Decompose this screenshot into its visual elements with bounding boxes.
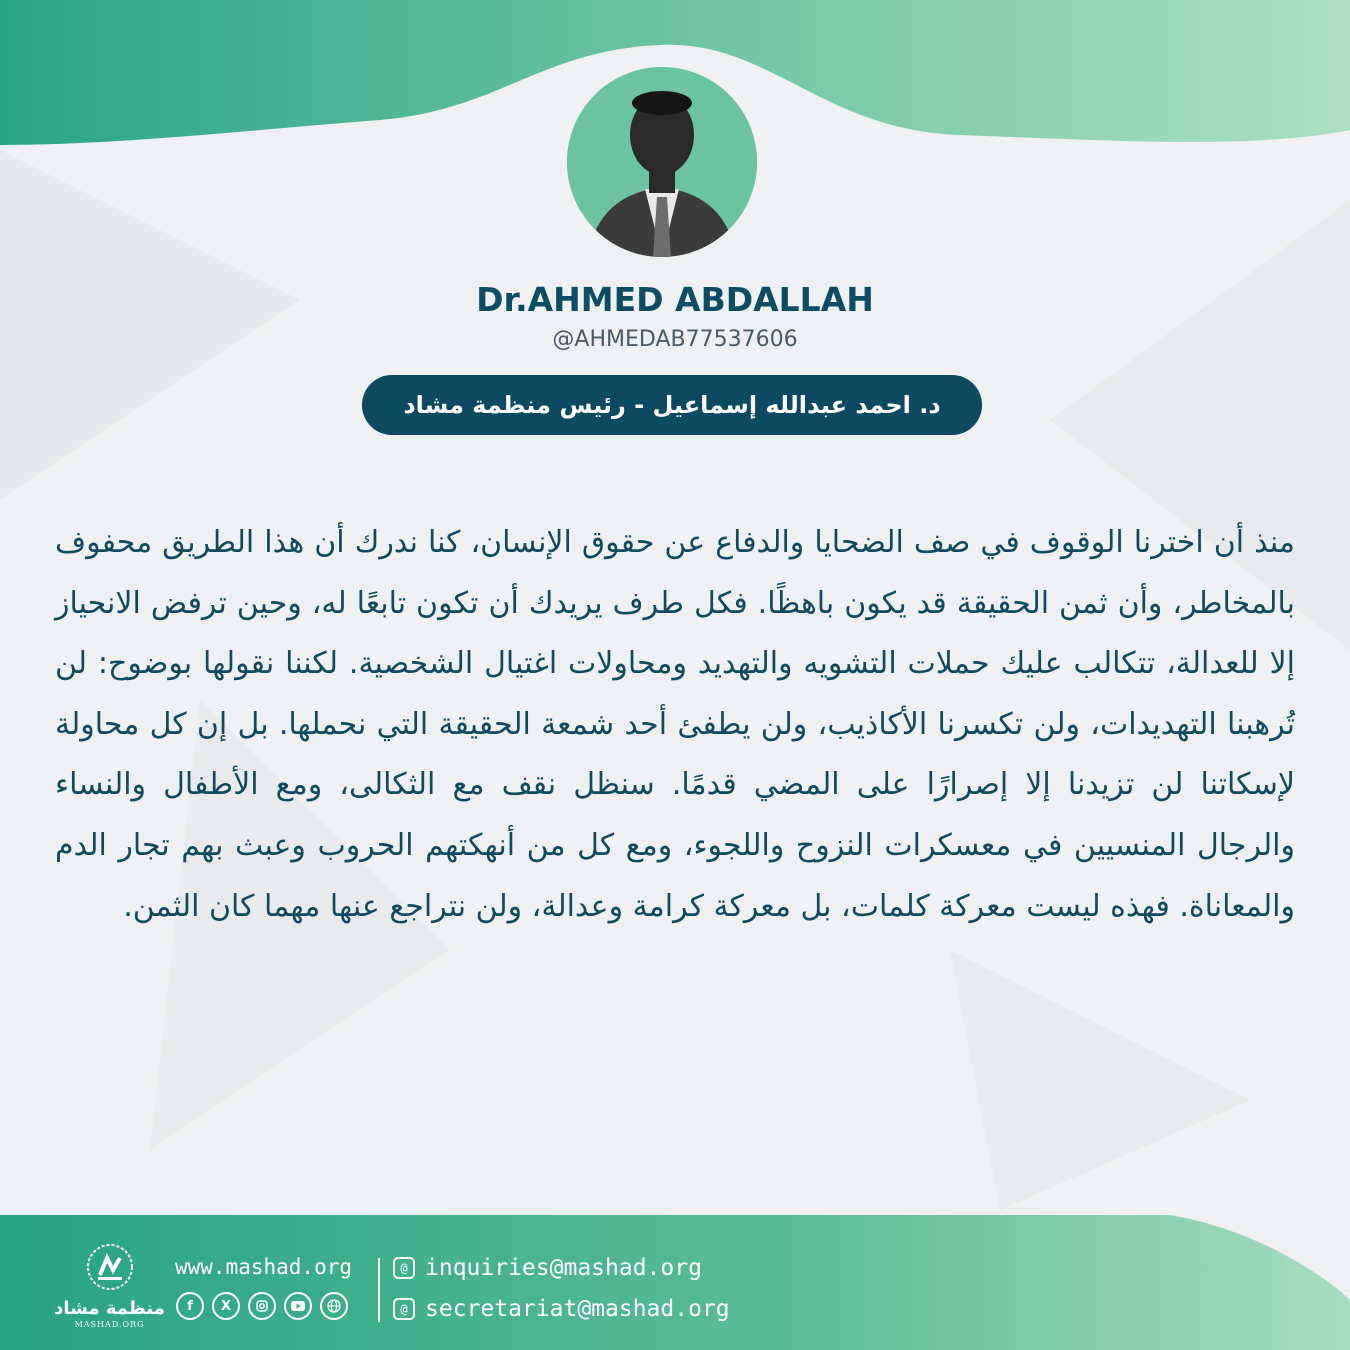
- logo-text-ar: منظمة مشاد: [54, 1298, 165, 1319]
- social-links: [176, 1292, 348, 1320]
- email-secretariat-text[interactable]: secretariat@mashad.org: [425, 1296, 730, 1322]
- footer-divider: [378, 1258, 380, 1322]
- youtube-icon[interactable]: [284, 1292, 312, 1320]
- mashad-logo: [52, 1240, 167, 1330]
- email-secretariat[interactable]: [393, 1296, 730, 1322]
- profile-name: Dr.AHMED ABDALLAH: [476, 280, 874, 319]
- facebook-icon[interactable]: f: [176, 1292, 204, 1320]
- globe-icon[interactable]: [320, 1292, 348, 1320]
- statement-text: منذ أن اخترنا الوقوف في صف الضحايا والدفاع عن حقوق الإنسان، كنا ندرك أن هذا الطريق محفوف بالمخاطر، وأن ثمن الحقيقة قد يكون باهظًا. فكل طرف يريدك أن تكون تابعًا له، وحين ترفض الانحياز إلا للعدالة، تتكالب عليك حملات التشويه والتهديد ومحاولات اغتيال الشخصية. لكننا نقولها بوضوح: لن تُرهبنا التهديدات، ولن تكسرنا الأكاذيب، ولن يطفئ أحد شمعة الحقيقة التي نحملها. بل إن كل محاولة لإسكاتنا لن تزيدنا إلا إصرارًا على المضي قدمًا. سنظل نقف مع الثكالى، ومع الأطفال والنساء والرجال المنسيين في معسكرات النزوح واللجوء، ومع كل من أنهكتهم الحروب وعبث بهم تجار الدم والمعاناة. فهذه ليست معركة كلمات، بل معركة كرامة وعدالة، ولن نتراجع عنها مهما كان الثمن.: [55, 525, 1295, 924]
- footer: [0, 1215, 1350, 1350]
- x-icon[interactable]: X: [212, 1292, 240, 1320]
- email-inquiries[interactable]: [393, 1255, 702, 1281]
- email-inquiries-text[interactable]: inquiries@mashad.org: [425, 1255, 702, 1281]
- logo-text-en: MASHAD.ORG: [74, 1320, 145, 1329]
- instagram-icon[interactable]: [248, 1292, 276, 1320]
- mashad-emblem-icon: [83, 1240, 137, 1294]
- email-icon: @: [393, 1257, 415, 1279]
- avatar: [567, 67, 757, 257]
- profile-title-text: د. احمد عبدالله إسماعيل - رئيس منظمة مشاد: [403, 391, 941, 419]
- website-link[interactable]: www.mashad.org: [175, 1255, 353, 1279]
- profile-handle: @AHMEDAB77537606: [552, 327, 798, 352]
- profile-title-badge: [362, 375, 982, 435]
- email-icon: @: [393, 1298, 415, 1320]
